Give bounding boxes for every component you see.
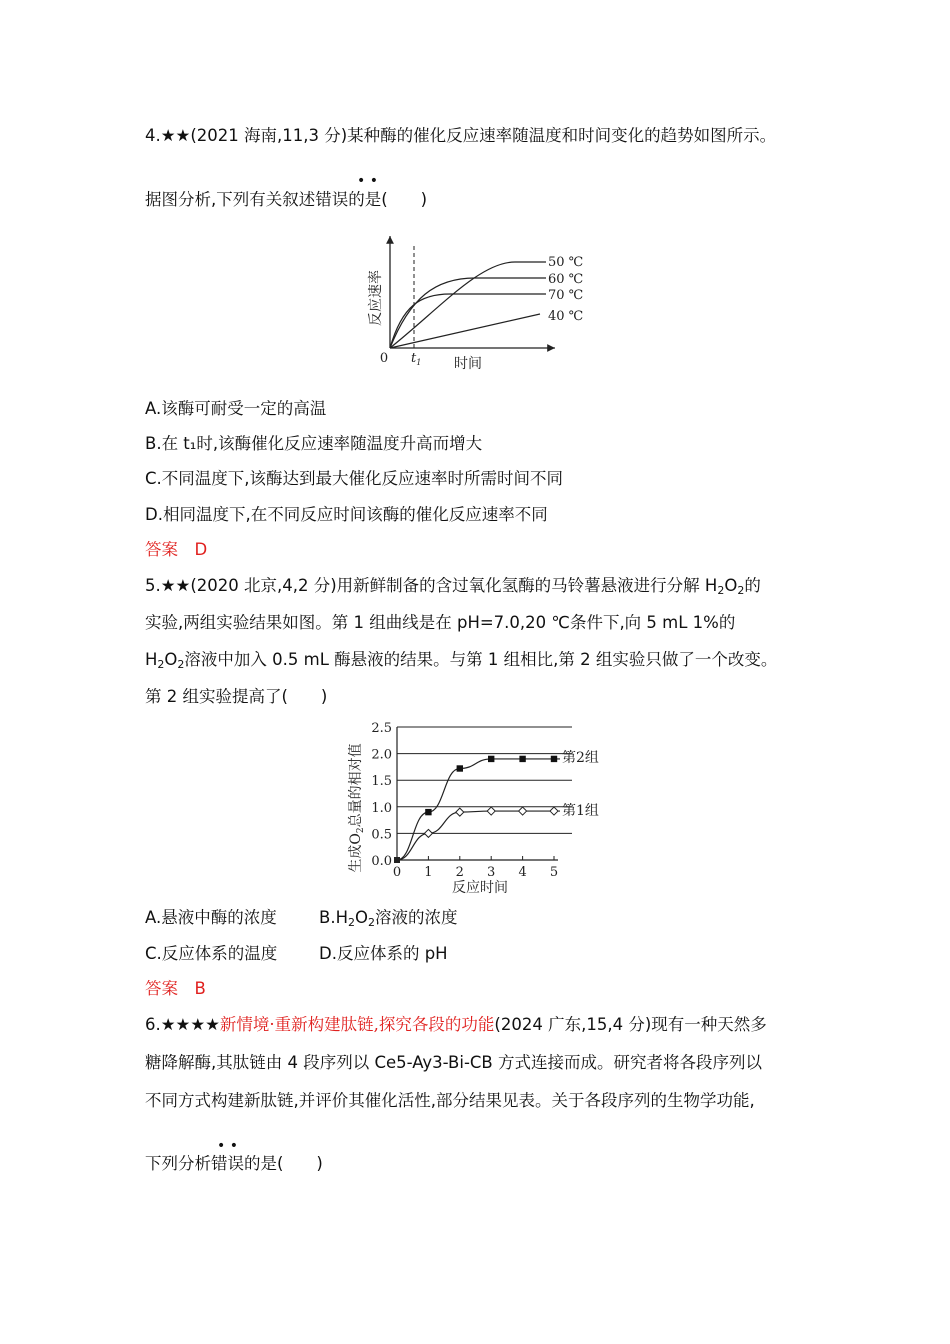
q5-option-a: A.悬液中酶的浓度 bbox=[145, 908, 277, 927]
chart-y-axis-title: 生成$O_2$总量的相对值 bbox=[348, 743, 366, 873]
q4-option-b: B.在 t₁时,该酶催化反应速率随温度升高而增大 bbox=[145, 434, 483, 453]
q4-option-c: C.不同温度下,该酶达到最大催化反应速率时所需时间不同 bbox=[145, 469, 564, 488]
data-point bbox=[519, 756, 525, 762]
emphasis-text: 错误 bbox=[211, 1154, 244, 1173]
q6-stem-line3: 不同方式构建新肽链,并评价其催化活性,部分结果见表。关于各段序列的生物学功能, bbox=[145, 1091, 755, 1110]
y-tick-label: 2.0 bbox=[371, 747, 392, 763]
q4-stem-line2: 据图分析,下列有关叙述错误的是( ) bbox=[145, 190, 428, 209]
q4-answer: 答案 D bbox=[145, 540, 208, 559]
y-tick-label: 1.5 bbox=[371, 774, 392, 790]
y-tick-label: 0.5 bbox=[371, 827, 392, 843]
curve-60c bbox=[390, 278, 546, 348]
q5-stem-line3: $H_2O_2$溶液中加入 0.5 mL 酶悬液的结果。与第 1 组相比,第 2 组实验只做了一个改变。 bbox=[145, 650, 778, 671]
curve-70c bbox=[390, 294, 546, 348]
q5-stem-line4: 第 2 组实验提高了( ) bbox=[145, 687, 328, 706]
curve-40c bbox=[390, 314, 540, 348]
data-point bbox=[456, 808, 464, 816]
y-tick-label: 1.0 bbox=[371, 800, 392, 816]
q6-stem-line2: 糖降解酶,其肽链由 4 段序列以 Ce5-Ay3-Bi-CB 方式连接而成。研究者将各段序列以 bbox=[145, 1053, 762, 1072]
curve-label-70c: 70 ℃ bbox=[548, 288, 584, 303]
q4-stem-line1: 4.★★(2021 海南,11,3 分)某种酶的催化反应速率随温度和时间变化的趋势如图所示。 bbox=[145, 126, 777, 145]
data-point bbox=[550, 807, 558, 815]
chart-x-axis-title: 反应时间 bbox=[452, 880, 508, 896]
y-axis-title: 反应速率 bbox=[368, 270, 384, 326]
data-point bbox=[551, 756, 557, 762]
emphasis-dot: • • bbox=[217, 1138, 238, 1154]
q5-stem-line2: 实验,两组实验结果如图。第 1 组曲线是在 pH=7.0,20 ℃条件下,向 5 mL 1%的 bbox=[145, 613, 736, 632]
q5-option-c: C.反应体系的温度 bbox=[145, 944, 278, 963]
curve-label-60c: 60 ℃ bbox=[548, 272, 584, 287]
curve-label-40c: 40 ℃ bbox=[548, 309, 584, 324]
y-tick-label: 0.0 bbox=[371, 854, 392, 869]
x-tick-label: 1 bbox=[424, 865, 433, 880]
q4-option-a: A.该酶可耐受一定的高温 bbox=[145, 399, 327, 418]
q6-context-tag: 新情境·重新构建肽链,探究各段的功能 bbox=[219, 1015, 495, 1034]
t1-label: $t_1$ bbox=[411, 351, 422, 367]
x-axis-title: 时间 bbox=[454, 356, 482, 372]
y-tick-label: 2.5 bbox=[371, 721, 392, 736]
emphasis-dot: • • bbox=[357, 173, 378, 189]
data-point bbox=[424, 829, 432, 837]
origin-label: 0 bbox=[379, 351, 389, 366]
q4-option-d: D.相同温度下,在不同反应时间该酶的催化反应速率不同 bbox=[145, 505, 548, 524]
q5-stem-line1: 5.★★(2020 北京,4,2 分)用新鲜制备的含过氧化氢酶的马铃薯悬液进行分解 $H_2O_2$的 bbox=[145, 576, 761, 597]
legend-group2: 第2组 bbox=[562, 750, 599, 766]
x-tick-label: 5 bbox=[549, 865, 559, 880]
series-line-group1 bbox=[397, 811, 560, 860]
q5-o2-chart bbox=[340, 712, 630, 902]
data-point bbox=[519, 807, 527, 815]
x-tick-label: 3 bbox=[487, 865, 496, 880]
curve-label-50c: 50 ℃ bbox=[548, 255, 584, 270]
q6-stem-line1: 6.★★★★新情境·重新构建肽链,探究各段的功能(2024 广东,15,4 分)现有一种天然多 bbox=[145, 1015, 767, 1034]
q5-answer: 答案 B bbox=[145, 979, 206, 998]
x-tick-label: 0 bbox=[392, 865, 402, 880]
q5-option-b: $B.H_2O_2$溶液的浓度 bbox=[319, 908, 458, 929]
q4-enzyme-rate-figure bbox=[350, 228, 600, 378]
data-point bbox=[425, 809, 431, 815]
data-point bbox=[457, 765, 463, 771]
data-point bbox=[488, 756, 494, 762]
q6-stem-line4: 下列分析错误的是( ) bbox=[145, 1154, 323, 1173]
emphasis-text: 错误 bbox=[315, 190, 349, 209]
x-tick-label: 4 bbox=[518, 865, 527, 880]
data-point bbox=[394, 857, 400, 863]
q5-option-d: D.反应体系的 pH bbox=[319, 944, 448, 963]
legend-group1: 第1组 bbox=[562, 803, 599, 819]
series-line-group2 bbox=[397, 759, 560, 860]
data-point bbox=[487, 807, 495, 815]
x-tick-label: 2 bbox=[455, 865, 464, 880]
